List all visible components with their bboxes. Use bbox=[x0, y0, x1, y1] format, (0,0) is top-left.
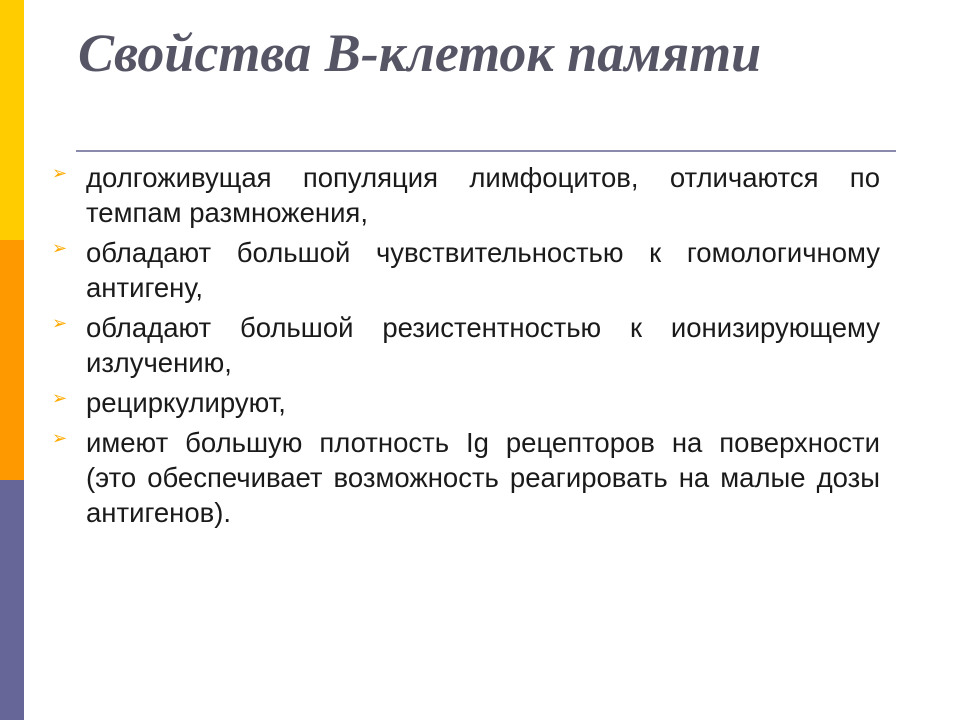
bullet-text: рециркулируют, bbox=[86, 387, 286, 418]
arrowhead-bullet-icon: ➢ bbox=[52, 388, 68, 408]
bullet-text: имеют большую плотность Ig рецепторов на поверхности (это обеспечивает возможность реагировать на малые дозы антигенов). bbox=[86, 427, 880, 528]
bullet-text: обладают большой резистентностью к ионизирующему излучению, bbox=[86, 312, 880, 378]
side-bar-bottom-segment bbox=[0, 480, 24, 720]
bullet-list bbox=[52, 160, 880, 535]
list-item bbox=[52, 160, 880, 230]
title-divider bbox=[76, 150, 896, 152]
side-bar-middle-segment bbox=[0, 240, 24, 480]
list-item bbox=[52, 235, 880, 305]
bullet-text: долгоживущая популяция лимфоцитов, отличаются по темпам размножения, bbox=[86, 162, 880, 228]
list-item bbox=[52, 385, 880, 420]
list-item bbox=[52, 425, 880, 530]
arrowhead-bullet-icon: ➢ bbox=[52, 163, 68, 183]
arrowhead-bullet-icon: ➢ bbox=[52, 313, 68, 333]
side-bar-top-segment bbox=[0, 0, 24, 240]
bullet-text: обладают большой чувствительностью к гомологичному антигену, bbox=[86, 237, 880, 303]
list-item bbox=[52, 310, 880, 380]
slide-title: Свойства В-клеток памяти bbox=[78, 23, 762, 83]
arrowhead-bullet-icon: ➢ bbox=[52, 238, 68, 258]
arrowhead-bullet-icon: ➢ bbox=[52, 428, 68, 448]
